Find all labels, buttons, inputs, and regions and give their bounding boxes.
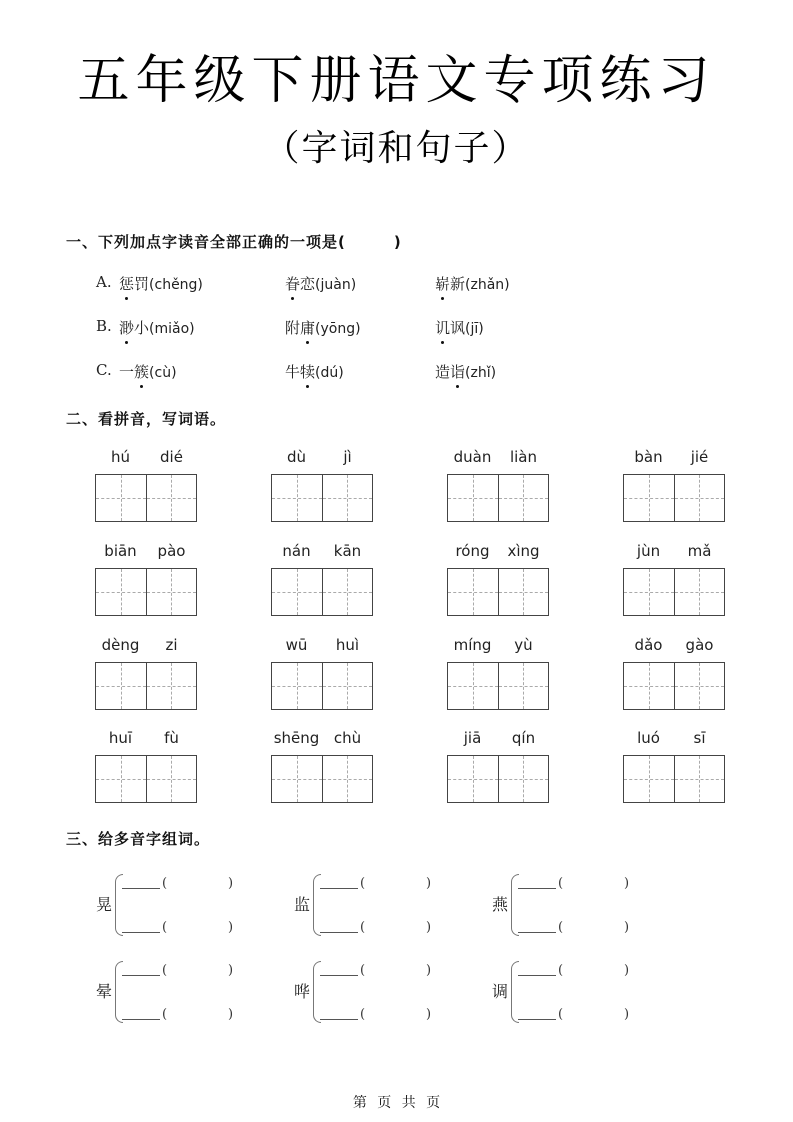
dotted-char: 惩 (119, 275, 135, 293)
pinyin-label (623, 540, 725, 562)
writing-cell[interactable] (624, 663, 674, 709)
section1-heading: 一、下列加点字读音全部正确的一项是( ) (66, 233, 402, 251)
writing-cell[interactable] (448, 569, 498, 615)
pinyin-paren-open: ( (360, 920, 366, 935)
pinyin-answer-blank[interactable] (170, 963, 226, 979)
writing-cell[interactable] (674, 756, 725, 802)
s1-option: 牛犊(dú) (285, 363, 344, 381)
pinyin-syllable: wū (285, 636, 308, 654)
word-blank[interactable] (518, 975, 556, 976)
word-blank[interactable] (320, 975, 358, 976)
tianzige-boxes (623, 568, 725, 616)
writing-cell[interactable] (96, 756, 146, 802)
pinyin-syllable: huì (335, 636, 360, 654)
pinyin-paren-close: ) (624, 876, 630, 891)
polyphone-item (492, 957, 652, 1027)
dotted-char: 崭 (435, 275, 451, 293)
polyphone-item (96, 957, 256, 1027)
pinyin-syllable: róng (455, 542, 490, 560)
tianzige-boxes (447, 662, 549, 710)
writing-cell[interactable] (498, 475, 549, 521)
word-writing-box (447, 446, 549, 522)
tianzige-boxes (623, 662, 725, 710)
writing-cell[interactable] (448, 756, 498, 802)
pinyin-answer-blank[interactable] (566, 920, 622, 936)
dotted-char: 簇 (134, 363, 150, 381)
word-writing-box (271, 634, 373, 710)
pinyin-syllable: dǎo (634, 636, 663, 654)
word-writing-box (95, 540, 197, 616)
page-title: 五年级下册语文专项练习 (77, 51, 716, 111)
pinyin-answer-blank[interactable] (368, 876, 424, 892)
writing-cell[interactable] (272, 756, 322, 802)
pinyin-syllable: bàn (634, 448, 663, 466)
polyphone-char: 哗 (294, 982, 311, 1001)
polyphone-char: 晃 (96, 895, 113, 914)
pinyin-syllable: gào (685, 636, 714, 654)
polyphone-char: 晕 (96, 982, 113, 1001)
polyphone-item (294, 870, 454, 940)
pinyin-label (271, 540, 373, 562)
pinyin-syllable: qín (511, 729, 536, 747)
pinyin-answer-blank[interactable] (170, 876, 226, 892)
brace-icon (115, 961, 123, 1023)
pinyin-answer-blank[interactable] (368, 963, 424, 979)
pinyin-syllable: míng (453, 636, 492, 654)
pinyin-syllable: jùn (636, 542, 661, 560)
word-blank[interactable] (122, 932, 160, 933)
writing-cell[interactable] (674, 475, 725, 521)
writing-cell[interactable] (322, 475, 373, 521)
tianzige-boxes (95, 568, 197, 616)
word-blank[interactable] (518, 888, 556, 889)
pinyin-syllable: kān (333, 542, 362, 560)
word-blank[interactable] (518, 932, 556, 933)
pinyin-syllable: biān (104, 542, 137, 560)
pinyin-syllable: liàn (509, 448, 538, 466)
writing-cell[interactable] (272, 475, 322, 521)
tianzige-boxes (271, 662, 373, 710)
polyphone-item (492, 870, 652, 940)
writing-cell[interactable] (146, 569, 197, 615)
writing-cell[interactable] (498, 756, 549, 802)
pinyin-syllable: luó (637, 729, 660, 747)
pinyin-paren-close: ) (624, 920, 630, 935)
writing-cell[interactable] (96, 475, 146, 521)
word-writing-box (95, 634, 197, 710)
pinyin-paren-open: ( (558, 876, 564, 891)
brace-icon (511, 961, 519, 1023)
writing-cell[interactable] (624, 569, 674, 615)
pinyin-label (447, 540, 549, 562)
polyphone-char: 燕 (492, 895, 509, 914)
pinyin-paren-close: ) (426, 1007, 432, 1022)
tianzige-boxes (271, 568, 373, 616)
pinyin-syllable: dù (286, 448, 307, 466)
word-blank[interactable] (122, 888, 160, 889)
pinyin-syllable: jì (343, 448, 352, 466)
word-writing-box (623, 540, 725, 616)
pinyin-syllable: duàn (453, 448, 492, 466)
pinyin-label (95, 446, 197, 468)
section2-heading: 二、看拼音，写词语。 (66, 410, 227, 428)
word-writing-box (271, 727, 373, 803)
pinyin-syllable: fù (164, 729, 179, 747)
writing-cell[interactable] (272, 663, 322, 709)
dotted-char: 渺 (119, 319, 135, 337)
s1-row-c-label: C. (96, 361, 112, 379)
word-writing-box (271, 446, 373, 522)
pinyin-syllable: yù (514, 636, 533, 654)
tianzige-boxes (95, 474, 197, 522)
tianzige-boxes (623, 755, 725, 803)
s1-option: 附庸(yōng) (285, 319, 361, 337)
pinyin-syllable: mǎ (687, 542, 712, 560)
pinyin-paren-close: ) (426, 920, 432, 935)
polyphone-item (96, 870, 256, 940)
pinyin-label (447, 634, 549, 656)
pinyin-answer-blank[interactable] (566, 876, 622, 892)
word-blank[interactable] (320, 888, 358, 889)
pinyin-label (447, 446, 549, 468)
pinyin-syllable: huī (108, 729, 133, 747)
writing-cell[interactable] (498, 569, 549, 615)
word-writing-box (623, 446, 725, 522)
pinyin-paren-close: ) (228, 963, 234, 978)
brace-icon (313, 874, 321, 936)
pinyin-paren-open: ( (360, 876, 366, 891)
word-writing-box (95, 446, 197, 522)
pinyin-syllable: shēng (273, 729, 320, 747)
writing-cell[interactable] (96, 663, 146, 709)
writing-cell[interactable] (448, 663, 498, 709)
s1-option: 眷恋(juàn) (285, 275, 357, 293)
writing-cell[interactable] (322, 663, 373, 709)
pinyin-syllable: xìng (507, 542, 540, 560)
pinyin-syllable: dié (160, 448, 183, 466)
pinyin-paren-open: ( (558, 920, 564, 935)
pinyin-paren-close: ) (624, 1007, 630, 1022)
dotted-char: 诣 (450, 363, 466, 381)
word-writing-box (447, 540, 549, 616)
word-blank[interactable] (122, 975, 160, 976)
pinyin-paren-close: ) (624, 963, 630, 978)
word-writing-box (95, 727, 197, 803)
dotted-char: 犊 (300, 363, 316, 381)
pinyin-paren-close: ) (426, 876, 432, 891)
word-writing-box (623, 727, 725, 803)
pinyin-label (447, 727, 549, 749)
word-blank[interactable] (320, 1019, 358, 1020)
pinyin-syllable: sī (693, 729, 706, 747)
tianzige-boxes (95, 662, 197, 710)
pinyin-label (95, 727, 197, 749)
word-writing-box (447, 634, 549, 710)
tianzige-boxes (271, 755, 373, 803)
dotted-char: 讥 (435, 319, 451, 337)
pinyin-label (95, 634, 197, 656)
page-footer: 第 页 共 页 (352, 1095, 441, 1111)
pinyin-paren-open: ( (162, 920, 168, 935)
dotted-char: 眷 (285, 275, 301, 293)
page-subtitle: （字词和句子） (263, 128, 530, 169)
s1-option: 渺小(miǎo) (119, 319, 195, 337)
pinyin-answer-blank[interactable] (566, 1007, 622, 1023)
pinyin-answer-blank[interactable] (170, 1007, 226, 1023)
tianzige-boxes (447, 568, 549, 616)
pinyin-syllable: chù (333, 729, 362, 747)
writing-cell[interactable] (322, 756, 373, 802)
pinyin-label (271, 727, 373, 749)
writing-cell[interactable] (674, 569, 725, 615)
word-blank[interactable] (122, 1019, 160, 1020)
writing-cell[interactable] (146, 663, 197, 709)
section3-heading: 三、给多音字组词。 (66, 830, 211, 848)
polyphone-char: 调 (492, 982, 509, 1001)
pinyin-syllable: hú (110, 448, 130, 466)
pinyin-label (95, 540, 197, 562)
s1-row-a-label: A. (96, 273, 112, 291)
pinyin-syllable: pào (157, 542, 186, 560)
s1-option: 一簇(cù) (119, 363, 177, 381)
writing-cell[interactable] (322, 569, 373, 615)
pinyin-paren-close: ) (426, 963, 432, 978)
tianzige-boxes (447, 755, 549, 803)
pinyin-label (623, 634, 725, 656)
pinyin-paren-open: ( (360, 963, 366, 978)
pinyin-answer-blank[interactable] (566, 963, 622, 979)
tianzige-boxes (271, 474, 373, 522)
pinyin-answer-blank[interactable] (170, 920, 226, 936)
pinyin-paren-close: ) (228, 1007, 234, 1022)
tianzige-boxes (447, 474, 549, 522)
word-writing-box (623, 634, 725, 710)
pinyin-label (623, 727, 725, 749)
writing-cell[interactable] (272, 569, 322, 615)
pinyin-paren-close: ) (228, 920, 234, 935)
word-writing-box (447, 727, 549, 803)
writing-cell[interactable] (674, 663, 725, 709)
pinyin-answer-blank[interactable] (368, 1007, 424, 1023)
writing-cell[interactable] (624, 475, 674, 521)
brace-icon (313, 961, 321, 1023)
brace-icon (115, 874, 123, 936)
pinyin-syllable: jiā (463, 729, 482, 747)
tianzige-boxes (95, 755, 197, 803)
pinyin-label (271, 634, 373, 656)
writing-cell[interactable] (448, 475, 498, 521)
pinyin-syllable: dèng (101, 636, 140, 654)
pinyin-paren-open: ( (162, 876, 168, 891)
writing-cell[interactable] (146, 475, 197, 521)
tianzige-boxes (623, 474, 725, 522)
s1-option: 讥讽(jī) (435, 319, 484, 337)
brace-icon (511, 874, 519, 936)
word-blank[interactable] (320, 932, 358, 933)
pinyin-label (271, 446, 373, 468)
pinyin-answer-blank[interactable] (368, 920, 424, 936)
pinyin-label (623, 446, 725, 468)
word-blank[interactable] (518, 1019, 556, 1020)
writing-cell[interactable] (498, 663, 549, 709)
pinyin-syllable: zi (165, 636, 178, 654)
writing-cell[interactable] (96, 569, 146, 615)
pinyin-paren-open: ( (360, 1007, 366, 1022)
polyphone-item (294, 957, 454, 1027)
pinyin-paren-open: ( (162, 1007, 168, 1022)
s1-option: 造诣(zhǐ) (435, 363, 497, 381)
polyphone-char: 监 (294, 895, 311, 914)
pinyin-paren-open: ( (558, 1007, 564, 1022)
pinyin-syllable: jié (690, 448, 709, 466)
pinyin-syllable: nán (282, 542, 311, 560)
s1-option: 惩罚(chěng) (119, 275, 203, 293)
writing-cell[interactable] (624, 756, 674, 802)
word-writing-box (271, 540, 373, 616)
pinyin-paren-open: ( (558, 963, 564, 978)
pinyin-paren-close: ) (228, 876, 234, 891)
s1-row-b-label: B. (96, 317, 112, 335)
pinyin-paren-open: ( (162, 963, 168, 978)
writing-cell[interactable] (146, 756, 197, 802)
dotted-char: 庸 (300, 319, 316, 337)
s1-option: 崭新(zhǎn) (435, 275, 510, 293)
